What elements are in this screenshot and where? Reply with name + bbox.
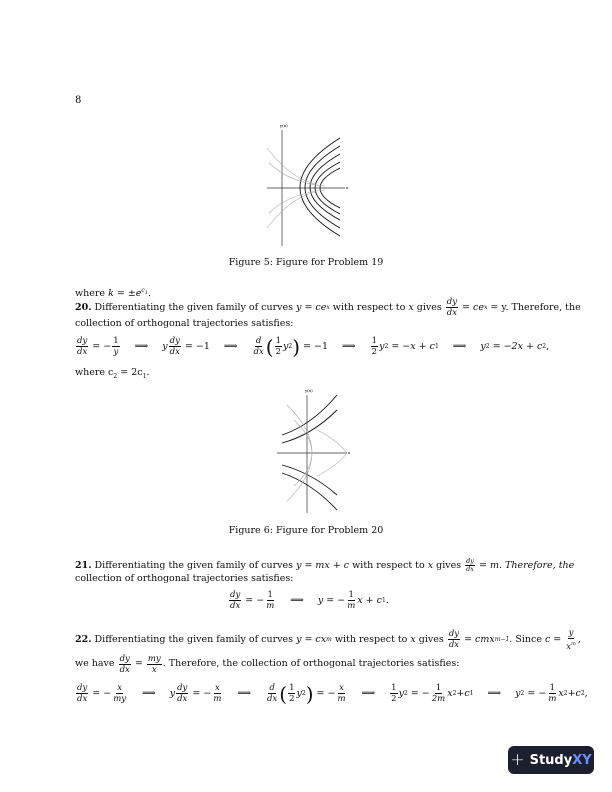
x-axis-label: x [346,185,349,190]
problem-19-tail: where $k = \pm e^{c_1}$. [75,287,151,300]
implies-arrow: ⟹ [237,688,251,699]
figure-5-caption: Figure 5: Figure for Problem 19 [228,257,384,268]
parabola-curve [310,154,340,220]
trajectory-curve [267,192,315,228]
implies-arrow: ⟹ [134,341,149,352]
trajectory-curve [269,190,325,213]
implies-arrow: ⟹ [342,341,356,352]
problem-20-line-1: 20. Differentiating the given family of curves y = ce x with respect to x gives $\frac{dy}{dx}$ = ce x = y. Therefore, the [75,297,581,318]
studyxy-badge[interactable] [508,746,594,774]
problem-21-line-2: collection of orthogonal trajectories satisfies: [75,573,294,584]
figure-6-curves [282,395,337,510]
problem-22-line-1: 22. Differentiating the given family of curves y = cx m with respect to x gives $\frac{dy}{dx}$ = cmx m−1 . Since c = $\frac{y}{x^m}$ , [75,628,581,652]
problem-21-text [75,557,575,585]
problem-20-text [75,297,581,330]
figure-6-axes [277,388,351,513]
problem-20-line-2: collection of orthogonal trajectories satisfies: [75,318,294,329]
figure-5-axes [267,123,349,246]
figure-5-plot [255,118,355,248]
problem-21-line-1: 21. Differentiating the given family of curves y = mx + c with respect to x gives $\frac{dy}{dx}$ = m. Therefore, the [75,557,575,573]
problem-20-where: where $c_2 = 2c_1$. [75,367,150,380]
implies-arrow: ⟹ [142,688,156,699]
trajectory-curve [317,430,347,453]
implies-arrow: ⟹ [361,688,376,699]
problem-22-equation: $\frac{dy}{dx}$ = − $\frac{x}{my}$ ⟹ y $\frac{dy}{dx}$ = − $\frac{x}{m}$ ⟹ $\frac{d}{dx}$ ( $\frac{1}{2}$ y 2 ) = − $\frac{x}{m}$ ⟹ $\frac{1}{2}$ y 2 = − $\frac{1}{2m}$ x 2 +c 1 ⟹ y 2 = − $\frac{1}{m}$ x 2 +c 2 , [77,681,588,706]
implies-arrow: ⟹ [223,341,238,352]
exponential-curve [282,473,337,510]
trajectory-curve [317,453,347,476]
problem-22-text [75,628,581,675]
trajectory-curve [269,163,325,186]
problem-21-equation: $\frac{dy}{dx}$ = − $\frac{1}{m}$ ⟹ y = − $\frac{1}{m}$ x + c 1 . [230,590,389,611]
implies-arrow: ⟹ [452,341,467,352]
problem-22-line-2: we have $\frac{dy}{dx}$ = $\frac{my}{x}$ . Therefore, the collection of orthogonal trajectories satisfies: [75,653,460,675]
plus-sparkle-icon: + [510,750,525,770]
implies-arrow: ⟹ [487,688,502,699]
brand-name: StudyXY [529,752,592,768]
figure-6-caption: Figure 6: Figure for Problem 20 [228,525,384,536]
problem-20-equation: $\frac{dy}{dx}$ = − $\frac{1}{y}$ ⟹ y $\frac{dy}{dx}$ = −1 ⟹ $\frac{d}{dx}$ ( $\frac{1}{2}$ y 2 ) = −1 ⟹ $\frac{1}{2}$ y 2 = −x + c 1 ⟹ y 2 = −2x + c 2 , [77,334,550,359]
y-axis-label: y(x) [305,388,313,393]
x-axis-label: x [348,450,351,455]
exponential-curve [282,395,337,435]
page-number: 8 [75,95,82,106]
figure-5-curves [300,138,340,236]
figure-6-plot [262,385,352,515]
y-axis-label: y(x) [280,123,288,128]
implies-arrow: ⟹ [290,595,304,606]
